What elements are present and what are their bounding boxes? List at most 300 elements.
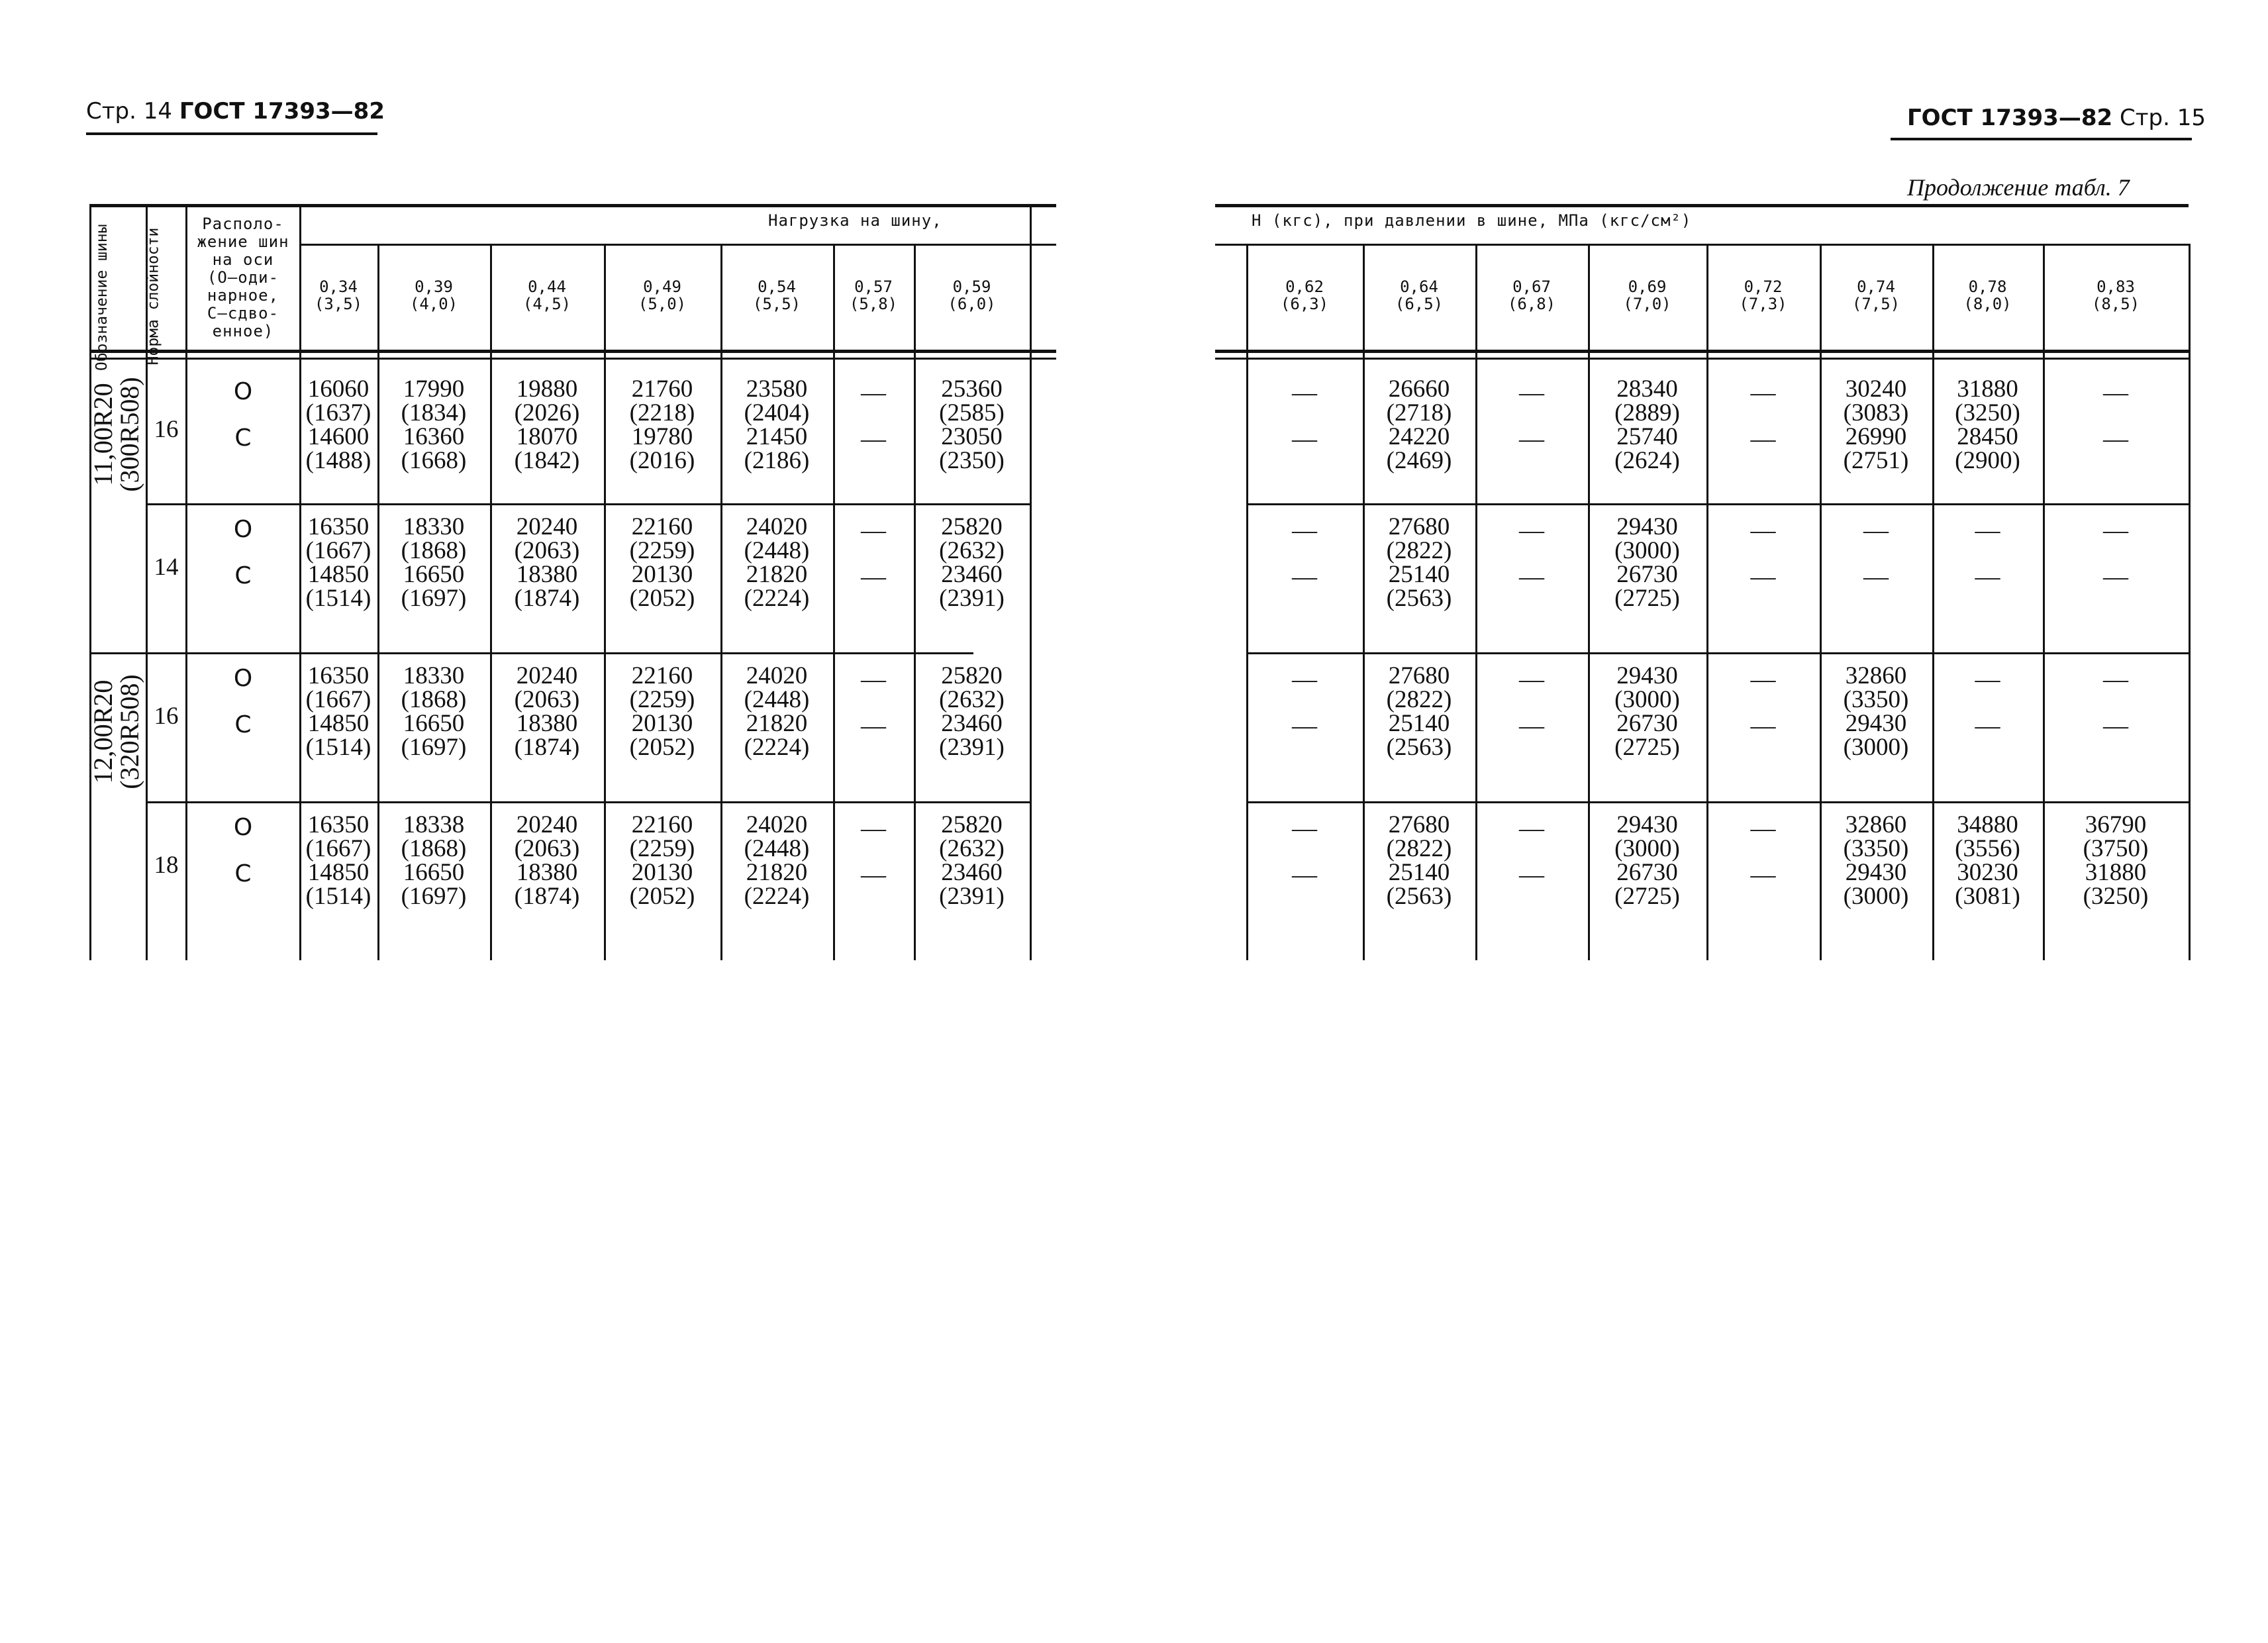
load-dash: — bbox=[1519, 425, 1544, 453]
load-dash: — bbox=[1750, 379, 1776, 407]
load-value-dual bbox=[1820, 425, 1932, 473]
load-newton: 31880 bbox=[1957, 375, 2018, 403]
load-dash: — bbox=[1863, 517, 1889, 544]
load-newton: 29430 bbox=[1845, 710, 1907, 737]
pressure-header bbox=[490, 278, 604, 313]
load-value-single bbox=[377, 664, 490, 712]
load-value-dual bbox=[2043, 861, 2189, 909]
load-header-right: Н (кгс), при давлении в шине, МПа (кгс/см²) bbox=[1252, 211, 1692, 230]
load-value-single bbox=[604, 664, 720, 712]
load-newton: 25140 bbox=[1388, 561, 1450, 588]
load-kgf: (3250) bbox=[2083, 883, 2149, 910]
load-value-single bbox=[377, 813, 490, 861]
load-value-dual bbox=[604, 563, 720, 611]
load-kgf: (2469) bbox=[1386, 447, 1452, 474]
load-value-dual bbox=[1820, 712, 1932, 760]
row-separator-right bbox=[1246, 652, 2189, 654]
load-dash: — bbox=[1975, 517, 2000, 544]
load-dash: — bbox=[861, 517, 886, 544]
pressure-header-line: (8,0) bbox=[1963, 295, 2012, 313]
load-newton: 23050 bbox=[941, 423, 1003, 450]
load-kgf: (3556) bbox=[1955, 835, 2020, 862]
load-newton: 26990 bbox=[1845, 423, 1907, 450]
load-newton: 21820 bbox=[746, 710, 808, 737]
load-newton: 22160 bbox=[631, 811, 693, 838]
mount-header-line: жение шин bbox=[197, 232, 289, 251]
load-newton: 29430 bbox=[1616, 513, 1678, 540]
load-newton: 32860 bbox=[1845, 811, 1907, 838]
load-kgf: (3081) bbox=[1955, 883, 2020, 910]
tire-designation-header: Обозначение шины bbox=[93, 224, 111, 371]
mount-header-line: енное) bbox=[212, 322, 274, 340]
load-kgf: (2063) bbox=[514, 686, 580, 713]
load-kgf: (1697) bbox=[401, 883, 467, 910]
load-dash: — bbox=[1292, 379, 1317, 407]
load-newton: 16060 bbox=[307, 375, 370, 403]
load-value-single bbox=[604, 515, 720, 563]
load-newton: 29430 bbox=[1616, 662, 1678, 689]
load-dash: — bbox=[1292, 517, 1317, 544]
load-value-single bbox=[1588, 377, 1706, 425]
load-newton: 25740 bbox=[1616, 423, 1678, 450]
load-newton: 14850 bbox=[307, 710, 370, 737]
load-value-single bbox=[1588, 813, 1706, 861]
load-dash: — bbox=[2103, 712, 2128, 740]
load-newton: 22160 bbox=[631, 513, 693, 540]
load-newton: 20240 bbox=[516, 811, 578, 838]
table-continuation-label: Продолжение табл. 7 bbox=[1907, 174, 2130, 201]
load-value-dual bbox=[377, 563, 490, 611]
load-dash: — bbox=[1292, 425, 1317, 453]
load-kgf: (2822) bbox=[1386, 686, 1452, 713]
load-kgf: (3000) bbox=[1614, 686, 1680, 713]
load-newton: 21820 bbox=[746, 561, 808, 588]
load-kgf: (1514) bbox=[305, 734, 371, 761]
load-kgf: (2391) bbox=[939, 883, 1005, 910]
pressure-header bbox=[833, 278, 914, 313]
row-separator-left bbox=[146, 503, 1030, 505]
load-value-dual bbox=[1363, 563, 1475, 611]
load-newton: 25820 bbox=[941, 513, 1003, 540]
load-kgf: (1868) bbox=[401, 835, 467, 862]
load-newton: 17990 bbox=[403, 375, 465, 403]
load-newton: 28450 bbox=[1957, 423, 2018, 450]
load-value-single bbox=[490, 515, 604, 563]
load-value-dual bbox=[604, 712, 720, 760]
load-kgf: (2350) bbox=[939, 447, 1005, 474]
load-newton: 18330 bbox=[403, 662, 465, 689]
load-kgf: (2224) bbox=[744, 734, 810, 761]
mount-header-line: С—сдво- bbox=[207, 304, 279, 323]
load-newton: 24020 bbox=[746, 513, 808, 540]
load-value-dual bbox=[720, 425, 833, 473]
tire-designation: 12,00R20 (320R508) bbox=[88, 674, 144, 789]
load-kgf: (1667) bbox=[305, 835, 371, 862]
mount-single: О bbox=[233, 516, 253, 543]
mount-dual: С bbox=[234, 860, 252, 887]
load-kgf: (2026) bbox=[514, 399, 580, 426]
load-dash: — bbox=[1750, 815, 1776, 842]
load-kgf: (2448) bbox=[744, 686, 810, 713]
load-kgf: (2718) bbox=[1386, 399, 1452, 426]
load-kgf: (2391) bbox=[939, 734, 1005, 761]
load-value-dual bbox=[490, 425, 604, 473]
load-value-single bbox=[490, 664, 604, 712]
load-value-single bbox=[720, 813, 833, 861]
load-newton: 22160 bbox=[631, 662, 693, 689]
load-newton: 36790 bbox=[2085, 811, 2147, 838]
load-newton: 16350 bbox=[307, 662, 370, 689]
load-newton: 30240 bbox=[1845, 375, 1907, 403]
load-kgf: (1842) bbox=[514, 447, 580, 474]
right-header-rule bbox=[1891, 138, 2192, 140]
load-kgf: (2063) bbox=[514, 537, 580, 564]
load-kgf: (3250) bbox=[1955, 399, 2020, 426]
load-kgf: (2632) bbox=[939, 835, 1005, 862]
ply-rating: 14 bbox=[154, 554, 179, 581]
pressure-header-line: 0,74 bbox=[1857, 277, 1895, 296]
mount-header-line: Располо- bbox=[202, 215, 284, 233]
row-separator-right bbox=[1246, 801, 2189, 803]
load-kgf: (3083) bbox=[1843, 399, 1909, 426]
load-value-single bbox=[1932, 813, 2043, 861]
load-value-single bbox=[1363, 377, 1475, 425]
load-kgf: (2052) bbox=[629, 883, 695, 910]
pressure-header-line: (5,0) bbox=[638, 295, 687, 313]
load-newton: 23460 bbox=[941, 561, 1003, 588]
load-newton: 16650 bbox=[403, 710, 465, 737]
load-value-single bbox=[1820, 813, 1932, 861]
load-kgf: (2822) bbox=[1386, 537, 1452, 564]
load-value-dual bbox=[1363, 861, 1475, 909]
load-value-dual bbox=[720, 861, 833, 909]
load-newton: 18380 bbox=[516, 859, 578, 886]
load-kgf: (1637) bbox=[305, 399, 371, 426]
load-kgf: (2259) bbox=[629, 686, 695, 713]
load-kgf: (2822) bbox=[1386, 835, 1452, 862]
load-dash: — bbox=[861, 666, 886, 693]
load-header-left: Нагрузка на шину, bbox=[768, 211, 942, 230]
pressure-header-line: 0,72 bbox=[1744, 277, 1783, 296]
load-value-single bbox=[604, 377, 720, 425]
load-newton: 19880 bbox=[516, 375, 578, 403]
header-bottom-rule2-left bbox=[89, 358, 1056, 360]
load-dash: — bbox=[1750, 425, 1776, 453]
load-newton: 26660 bbox=[1388, 375, 1450, 403]
pressure-header-line: 0,78 bbox=[1968, 277, 2007, 296]
load-dash: — bbox=[861, 861, 886, 889]
load-dash: — bbox=[1975, 712, 2000, 740]
load-dash: — bbox=[1519, 379, 1544, 407]
ply-rating: 16 bbox=[154, 416, 179, 443]
top-rule-left bbox=[89, 204, 1056, 207]
pressure-header-line: 0,83 bbox=[2096, 277, 2135, 296]
load-newton: 30230 bbox=[1957, 859, 2018, 886]
load-dash: — bbox=[1292, 815, 1317, 842]
load-kgf: (2391) bbox=[939, 585, 1005, 612]
load-dash: — bbox=[1292, 712, 1317, 740]
load-value-single bbox=[1363, 813, 1475, 861]
load-newton: 31880 bbox=[2085, 859, 2147, 886]
tire-designation: 11,00R20 (300R508) bbox=[88, 377, 144, 492]
load-newton: 25140 bbox=[1388, 710, 1450, 737]
load-dash: — bbox=[2103, 379, 2128, 407]
load-kgf: (1667) bbox=[305, 686, 371, 713]
pressure-header-line: (5,5) bbox=[752, 295, 801, 313]
row-separator-right bbox=[1246, 503, 2189, 505]
load-newton: 18338 bbox=[403, 811, 465, 838]
ply-rating-header: Норма слойности bbox=[144, 227, 162, 366]
right-standard-code: ГОСТ 17393—82 bbox=[1907, 105, 2113, 131]
load-newton: 32860 bbox=[1845, 662, 1907, 689]
pressure-header-line: (6,5) bbox=[1395, 295, 1444, 313]
load-newton: 29430 bbox=[1845, 859, 1907, 886]
load-dash: — bbox=[1519, 563, 1544, 591]
load-newton: 16360 bbox=[403, 423, 465, 450]
load-kgf: (2725) bbox=[1614, 585, 1680, 612]
load-dash: — bbox=[1519, 517, 1544, 544]
load-value-dual bbox=[299, 425, 377, 473]
pressure-header-line: 0,34 bbox=[319, 277, 358, 296]
load-newton: 27680 bbox=[1388, 513, 1450, 540]
right-page-header bbox=[1907, 105, 2206, 131]
load-newton: 21760 bbox=[631, 375, 693, 403]
load-newton: 16650 bbox=[403, 561, 465, 588]
pressure-header-line: 0,57 bbox=[854, 277, 893, 296]
load-value-dual bbox=[914, 712, 1030, 760]
load-kgf: (2563) bbox=[1386, 734, 1452, 761]
load-value-single bbox=[720, 664, 833, 712]
load-kgf: (2224) bbox=[744, 585, 810, 612]
table-edge-left bbox=[1030, 205, 1032, 960]
load-newton: 24020 bbox=[746, 662, 808, 689]
load-value-dual bbox=[1820, 861, 1932, 909]
load-kgf: (2052) bbox=[629, 734, 695, 761]
load-value-single bbox=[1820, 664, 1932, 712]
load-label-rule-left bbox=[299, 244, 1056, 246]
load-dash: — bbox=[1519, 712, 1544, 740]
load-value-single bbox=[1363, 664, 1475, 712]
load-value-single bbox=[490, 377, 604, 425]
load-newton: 18070 bbox=[516, 423, 578, 450]
pressure-header-line: (7,5) bbox=[1851, 295, 1900, 313]
pressure-header bbox=[377, 278, 490, 313]
load-dash: — bbox=[1292, 666, 1317, 693]
load-newton: 21450 bbox=[746, 423, 808, 450]
pressure-header bbox=[914, 278, 1030, 313]
load-value-single bbox=[914, 515, 1030, 563]
load-dash: — bbox=[1975, 666, 2000, 693]
load-value-single bbox=[1588, 515, 1706, 563]
pressure-header bbox=[1246, 278, 1363, 313]
load-value-single bbox=[1588, 664, 1706, 712]
ply-rating: 16 bbox=[154, 703, 179, 730]
load-newton: 18330 bbox=[403, 513, 465, 540]
load-value-single bbox=[914, 377, 1030, 425]
pressure-header bbox=[2043, 278, 2189, 313]
pressure-header-line: 0,44 bbox=[528, 277, 566, 296]
load-kgf: (2585) bbox=[939, 399, 1005, 426]
pressure-header-line: 0,39 bbox=[415, 277, 453, 296]
load-newton: 29430 bbox=[1616, 811, 1678, 838]
load-value-single bbox=[1932, 377, 2043, 425]
pressure-header bbox=[1588, 278, 1706, 313]
load-kgf: (2259) bbox=[629, 835, 695, 862]
load-kgf: (2224) bbox=[744, 883, 810, 910]
load-value-dual bbox=[490, 563, 604, 611]
load-dash: — bbox=[2103, 517, 2128, 544]
load-newton: 20130 bbox=[631, 859, 693, 886]
load-kgf: (1697) bbox=[401, 585, 467, 612]
pressure-header-line: (7,3) bbox=[1739, 295, 1787, 313]
load-newton: 23580 bbox=[746, 375, 808, 403]
load-newton: 14850 bbox=[307, 561, 370, 588]
load-value-dual bbox=[377, 861, 490, 909]
load-value-single bbox=[604, 813, 720, 861]
load-dash: — bbox=[861, 712, 886, 740]
load-newton: 28340 bbox=[1616, 375, 1678, 403]
load-dash: — bbox=[1975, 563, 2000, 591]
load-value-dual bbox=[1363, 712, 1475, 760]
pressure-header-line: (4,0) bbox=[409, 295, 458, 313]
mount-dual: С bbox=[234, 424, 252, 452]
load-kgf: (2725) bbox=[1614, 734, 1680, 761]
load-newton: 16650 bbox=[403, 859, 465, 886]
load-kgf: (2448) bbox=[744, 537, 810, 564]
load-dash: — bbox=[1519, 815, 1544, 842]
load-kgf: (2052) bbox=[629, 585, 695, 612]
mount-dual: С bbox=[234, 562, 252, 589]
load-kgf: (2063) bbox=[514, 835, 580, 862]
load-kgf: (3350) bbox=[1843, 686, 1909, 713]
pressure-header-line: (7,0) bbox=[1623, 295, 1671, 313]
load-value-single bbox=[2043, 813, 2189, 861]
row-separator-left bbox=[89, 652, 973, 654]
load-newton: 34880 bbox=[1957, 811, 2018, 838]
load-newton: 21820 bbox=[746, 859, 808, 886]
header-bottom-rule-left bbox=[89, 350, 1056, 353]
mount-single: О bbox=[233, 378, 253, 405]
load-newton: 27680 bbox=[1388, 811, 1450, 838]
load-value-dual bbox=[1932, 861, 2043, 909]
load-newton: 27680 bbox=[1388, 662, 1450, 689]
load-value-dual bbox=[720, 712, 833, 760]
load-kgf: (2725) bbox=[1614, 883, 1680, 910]
right-page-number: Стр. 15 bbox=[2119, 105, 2206, 131]
load-kgf: (1514) bbox=[305, 883, 371, 910]
load-kgf: (3000) bbox=[1843, 734, 1909, 761]
load-kgf: (2632) bbox=[939, 686, 1005, 713]
load-newton: 20130 bbox=[631, 710, 693, 737]
pressure-header bbox=[1475, 278, 1588, 313]
load-value-dual bbox=[377, 425, 490, 473]
mount-header-line: нарное, bbox=[207, 286, 279, 305]
load-dash: — bbox=[2103, 666, 2128, 693]
load-kgf: (2186) bbox=[744, 447, 810, 474]
load-kgf: (1874) bbox=[514, 883, 580, 910]
load-newton: 24220 bbox=[1388, 423, 1450, 450]
load-newton: 14600 bbox=[307, 423, 370, 450]
load-newton: 25360 bbox=[941, 375, 1003, 403]
load-kgf: (2751) bbox=[1843, 447, 1909, 474]
load-kgf: (2016) bbox=[629, 447, 695, 474]
load-newton: 18380 bbox=[516, 561, 578, 588]
mount-single: О bbox=[233, 665, 253, 692]
load-dash: — bbox=[2103, 425, 2128, 453]
load-dash: — bbox=[861, 815, 886, 842]
load-dash: — bbox=[1292, 861, 1317, 889]
load-kgf: (1668) bbox=[401, 447, 467, 474]
load-newton: 20240 bbox=[516, 513, 578, 540]
load-value-single bbox=[377, 377, 490, 425]
load-dash: — bbox=[1292, 563, 1317, 591]
pressure-header-line: 0,59 bbox=[952, 277, 991, 296]
load-kgf: (2448) bbox=[744, 835, 810, 862]
pressure-header bbox=[720, 278, 833, 313]
load-dash: — bbox=[1750, 712, 1776, 740]
pressure-header bbox=[604, 278, 720, 313]
load-dash: — bbox=[1750, 517, 1776, 544]
pressure-header-line: 0,67 bbox=[1512, 277, 1551, 296]
load-value-dual bbox=[299, 712, 377, 760]
load-value-single bbox=[1363, 515, 1475, 563]
pressure-header-line: (3,5) bbox=[314, 295, 363, 313]
load-value-single bbox=[299, 377, 377, 425]
load-kgf: (2218) bbox=[629, 399, 695, 426]
pressure-header-line: (8,5) bbox=[2091, 295, 2140, 313]
pressure-header-line: 0,54 bbox=[758, 277, 796, 296]
load-newton: 26730 bbox=[1616, 561, 1678, 588]
load-value-single bbox=[720, 515, 833, 563]
load-dash: — bbox=[861, 563, 886, 591]
load-value-single bbox=[1820, 377, 1932, 425]
load-kgf: (3750) bbox=[2083, 835, 2149, 862]
load-kgf: (1488) bbox=[305, 447, 371, 474]
load-kgf: (2900) bbox=[1955, 447, 2020, 474]
load-dash: — bbox=[861, 425, 886, 453]
load-kgf: (1868) bbox=[401, 686, 467, 713]
load-newton: 16350 bbox=[307, 811, 370, 838]
row-separator-left bbox=[146, 801, 1030, 803]
load-value-dual bbox=[299, 563, 377, 611]
load-value-dual bbox=[604, 861, 720, 909]
load-dash: — bbox=[1519, 861, 1544, 889]
load-value-dual bbox=[299, 861, 377, 909]
load-kgf: (2563) bbox=[1386, 883, 1452, 910]
load-dash: — bbox=[1750, 666, 1776, 693]
pressure-header bbox=[1363, 278, 1475, 313]
mount-single: О bbox=[233, 814, 253, 841]
load-value-single bbox=[377, 515, 490, 563]
load-newton: 25140 bbox=[1388, 859, 1450, 886]
load-value-single bbox=[299, 813, 377, 861]
left-header-rule bbox=[86, 132, 377, 135]
load-value-single bbox=[299, 515, 377, 563]
left-standard-code: ГОСТ 17393—82 bbox=[179, 98, 385, 124]
pressure-header bbox=[1932, 278, 2043, 313]
load-value-dual bbox=[1588, 712, 1706, 760]
mount-header-line: (О—оди- bbox=[207, 268, 279, 287]
load-value-dual bbox=[1588, 563, 1706, 611]
load-value-dual bbox=[1588, 425, 1706, 473]
pressure-header-line: (6,0) bbox=[948, 295, 996, 313]
left-page-number: Стр. 14 bbox=[86, 98, 173, 124]
load-value-dual bbox=[490, 861, 604, 909]
ply-rating: 18 bbox=[154, 852, 179, 879]
load-newton: 23460 bbox=[941, 710, 1003, 737]
pressure-header bbox=[1706, 278, 1820, 313]
load-value-dual bbox=[1363, 425, 1475, 473]
